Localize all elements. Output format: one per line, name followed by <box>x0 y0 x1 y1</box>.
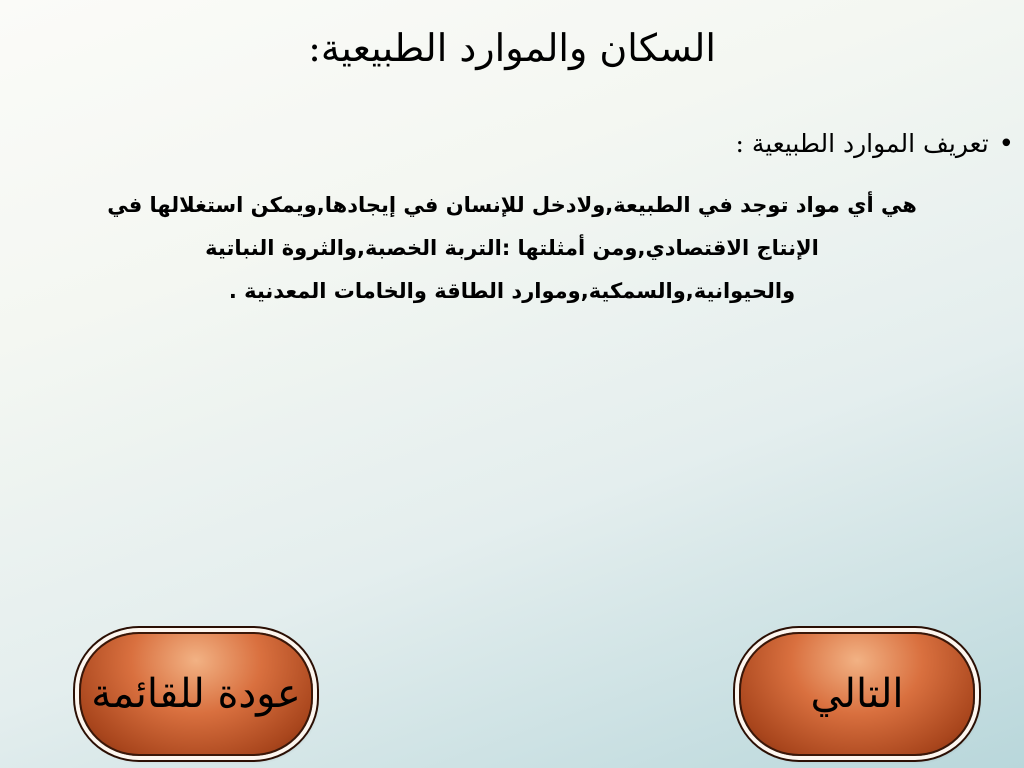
definition-line: هي أي مواد توجد في الطبيعة,ولادخل للإنسان في إيجادها,ويمكن استغلالها في <box>107 193 917 217</box>
back-to-menu-label: عودة للقائمة <box>91 671 301 717</box>
bullet-label: تعريف الموارد الطبيعية : <box>735 129 989 158</box>
definition-paragraph <box>8 184 1016 313</box>
definition-line: الإنتاج الاقتصادي,ومن أمثلتها :التربة الخصبة,والثروة النباتية <box>205 236 819 260</box>
bullet-item <box>414 124 1014 164</box>
next-button[interactable] <box>739 632 975 756</box>
definition-line: والحيوانية,والسمكية,وموارد الطاقة والخامات المعدنية . <box>228 279 796 303</box>
slide-title: السكان والموارد الطبيعية: <box>308 26 716 70</box>
next-label: التالي <box>810 671 904 717</box>
bullet-marker: • <box>998 129 1014 159</box>
back-to-menu-button[interactable] <box>79 632 313 756</box>
